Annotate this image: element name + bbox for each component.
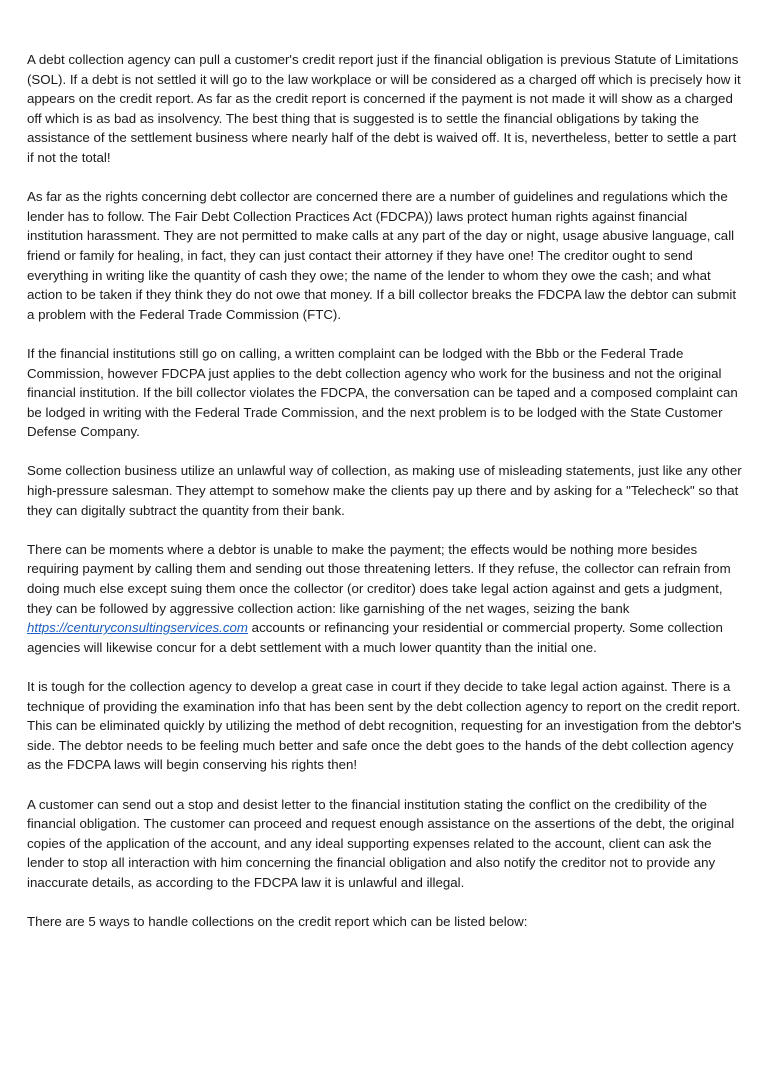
paragraph-debt-collector-rights: As far as the rights concerning debt collector are concerned there are a number of guidelines and regulations which the lender has to follow. The Fair Debt Collection Practices Act (FDCPA)) laws protect human rights against financial institution harassment. They are not permitted to make calls at any part of the day or night, usage abusive language, call friend or family for healing, in fact, they can just contact their attorney if they have one! The creditor ought to send everything in writing like the quantity of cash they owe; the name of the lender to whom they owe the cash; and what action to be taken if they think they do not owe that money. If a bill collector breaks the FDCPA law the debtor can submit a problem with the Federal Trade Commission (FTC). (27, 189, 737, 322)
paragraph-unable-to-pay (27, 540, 745, 658)
document-page (27, 50, 745, 951)
paragraph-written-complaint: If the financial institutions still go on calling, a written complaint can be lodged with the Bbb or the Federal Trade Commission, however FDCPA just applies to the debt collection agency who work for the business and not the original financial institution. If the bill collector violates the FDCPA, the conversation can be taped and a composed complaint can be lodged in writing with the Federal Trade Commission, and the next problem is to be lodged with the State Customer Defense Company. (27, 345, 738, 440)
paragraph-text-after-link: accounts or refinancing your residential or commercial property. Some collection agencies will likewise concur for a debt settlement with a much lower quantity than the initial one. (27, 620, 723, 655)
paragraph-court-case: It is tough for the collection agency to develop a great case in court if they decide to take legal action against. There is a technique of providing the examination info that has been sent by the debt collection agency to report on the credit report. This can be eliminated quickly by utilizing the method of debt recognition, requesting for an investigation from the debtor's side. The debtor needs to be feeling much better and safe once the debt goes to the hands of the debt collection agency as the FDCPA laws will begin conserving his rights then! (27, 679, 742, 773)
paragraph-credit-report-sol: A debt collection agency can pull a customer's credit report just if the financial obligation is previous Statute of Limitations (SOL). If a debt is not settled it will go to the law workplace or will be considered as a charged off which is precisely how it appears on the credit report. As far as the credit report is concerned if the payment is not made it will show as a charged off which is as bad as insolvency. The best thing that is suggested is to settle the financial obligations by taking the assistance of the settlement business where nearly half of the debt is waived off. It is, nevertheless, better to settle a part if not the total! (27, 52, 741, 165)
paragraph-five-ways-intro: There are 5 ways to handle collections on the credit report which can be listed below: (27, 914, 528, 930)
paragraph-unlawful-collection: Some collection business utilize an unlawful way of collection, as making use of misleading statements, just like any other high-pressure salesman. They attempt to somehow make the clients pay up there and by asking for a "Telecheck" so that they can digitally subtract the quantity from their bank. (27, 463, 742, 518)
paragraph-text-before-link: There can be moments where a debtor is unable to make the payment; the effects would be nothing more besides requiring payment by calling them and sending out those threatening letters. If they refuse, the collector can refrain from doing much else except suing them once the collector (or creditor) does take legal action against and gets a judgment, they can be followed by aggressive collection action: like garnishing of the net wages, seizing the bank (27, 541, 731, 616)
century-consulting-link[interactable]: https://centuryconsultingservices.com (27, 620, 248, 636)
paragraph-desist-letter: A customer can send out a stop and desist letter to the financial institution stating the conflict on the credibility of the financial obligation. The customer can proceed and request enough assistance on the assertions of the debt, the original copies of the application of the account, and any ideal supporting expenses related to the account, client can ask the lender to stop all interaction with him concerning the financial obligation and also notify the creditor not to provide any inaccurate details, as according to the FDCPA law it is unlawful and illegal. (27, 796, 735, 890)
